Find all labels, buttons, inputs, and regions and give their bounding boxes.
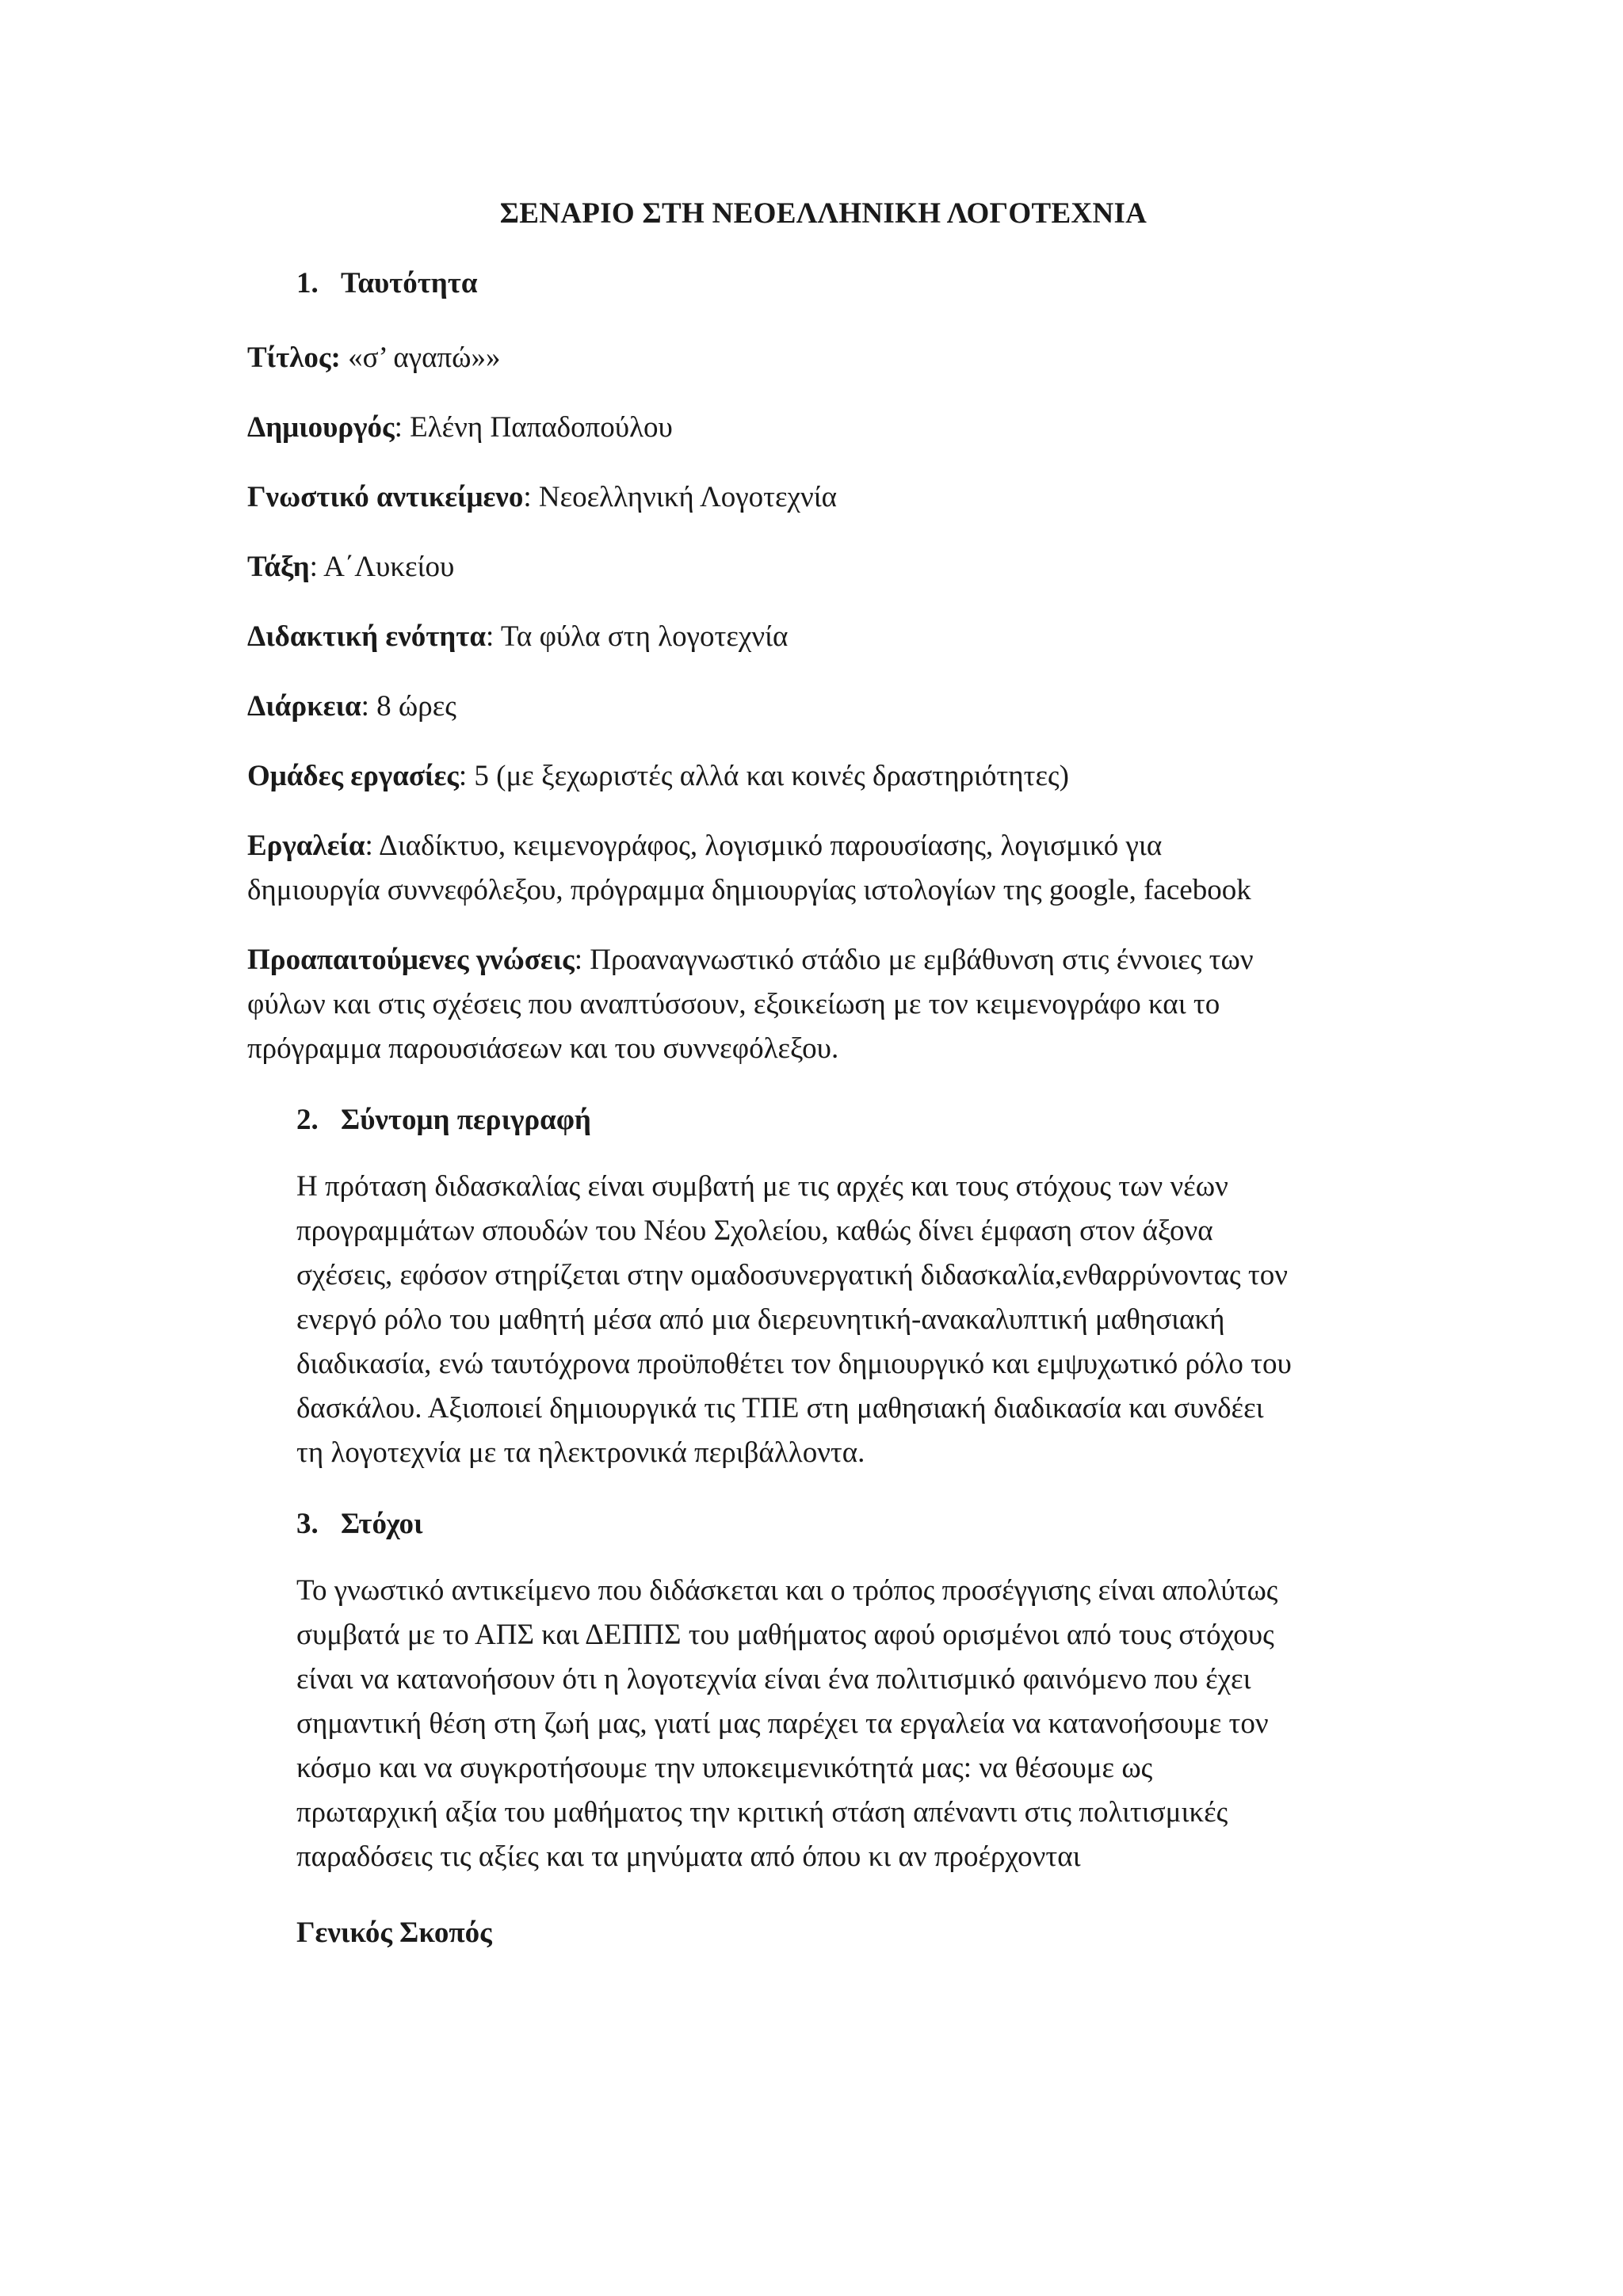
paragraph-line: πρωταρχική αξία του μαθήματος την κριτική στάση απέναντι στις πολιτισμικές: [296, 1796, 1228, 1829]
field-label: Διδακτική ενότητα: [247, 620, 487, 653]
paragraph-line: Το γνωστικό αντικείμενο που διδάσκεται και ο τρόπος προσέγγισης είναι απολύτως: [296, 1574, 1278, 1607]
field-label: Δημιουργός: [247, 411, 395, 444]
field-tools: [247, 824, 1404, 913]
section-heading-summary: [296, 1103, 591, 1137]
field-label: Διάρκεια: [247, 690, 361, 723]
section-number: 2.: [296, 1104, 319, 1136]
field-label: Ομάδες εργασίες: [247, 760, 459, 792]
field-label: Τάξη: [247, 551, 310, 583]
paragraph-line: σχέσεις, εφόσον στηρίζεται στην ομαδοσυνεργατική διδασκαλία,ενθαρρύνοντας τον: [296, 1259, 1289, 1291]
field-value: «σ’ αγαπώ»»: [340, 341, 501, 374]
paragraph-line: προγραμμάτων σπουδών του Νέου Σχολείου, καθώς δίνει έμφαση στον άξονα: [296, 1215, 1213, 1247]
section-heading-identity: [296, 266, 478, 300]
field-value: : 5 (με ξεχωριστές αλλά και κοινές δραστηριότητες): [458, 760, 1069, 792]
field-value: : Τα φύλα στη λογοτεχνία: [486, 620, 789, 653]
field-label: Εργαλεία: [247, 830, 365, 862]
paragraph-line: δασκάλου. Αξιοποιεί δημιουργικά τις ΤΠΕ στη μαθησιακή διαδικασία και συνδέει: [296, 1392, 1264, 1425]
field-grade: [247, 545, 1404, 589]
field-value: : 8 ώρες: [361, 690, 456, 723]
field-value: : Ελένη Παπαδοπούλου: [394, 411, 673, 444]
paragraph-line: σημαντική θέση στη ζωή μας, γιατί μας παρέχει τα εργαλεία να κατανοήσουμε τον: [296, 1707, 1269, 1740]
paragraph-line: κόσμο και να συγκροτήσουμε την υποκειμενικότητά μας: να θέσουμε ως: [296, 1752, 1153, 1784]
goals-paragraph: [296, 1569, 1422, 1879]
paragraph-line: διαδικασία, ενώ ταυτόχρονα προϋποθέτει τον δημιουργικό και εμψυχωτικό ρόλο του: [296, 1348, 1292, 1380]
paragraph-line: είναι να κατανοήσουν ότι η λογοτεχνία είναι ένα πολιτισμικό φαινόμενο που έχει: [296, 1663, 1251, 1695]
paragraph-line: Η πρόταση διδασκαλίας είναι συμβατή με τις αρχές και τους στόχους των νέων: [296, 1170, 1228, 1203]
field-label: Προαπαιτούμενες γνώσεις: [247, 944, 575, 976]
summary-paragraph: [296, 1165, 1422, 1475]
paragraph-line: παραδόσεις τις αξίες και τα μηνύματα από όπου κι αν προέρχονται: [296, 1840, 1081, 1873]
paragraph-line: ενεργό ρόλο του μαθητή μέσα από μια διερευνητική-ανακαλυπτική μαθησιακή: [296, 1303, 1225, 1336]
section-title: Ταυτότητα: [341, 267, 478, 299]
field-line: φύλων και στις σχέσεις που αναπτύσσουν, εξοικείωση με τον κειμενογράφο και το: [247, 988, 1220, 1020]
field-line: [247, 938, 1404, 982]
paragraph-line: συμβατά με το ΑΠΣ και ΔΕΠΠΣ του μαθήματος αφού ορισμένοι από τους στόχους: [296, 1619, 1274, 1651]
paragraph-line: τη λογοτεχνία με τα ηλεκτρονικά περιβάλλοντα.: [296, 1436, 865, 1469]
field-groups: [247, 754, 1404, 799]
field-title: [247, 336, 1404, 380]
section-title: Στόχοι: [341, 1508, 423, 1540]
field-prerequisites: [247, 938, 1404, 1071]
general-goal-heading: Γενικός Σκοπός: [296, 1917, 492, 1949]
field-line: πρόγραμμα παρουσιάσεων και του συννεφόλεξου.: [247, 1032, 839, 1065]
field-subject: [247, 475, 1404, 520]
field-value: : Διαδίκτυο, κειμενογράφος, λογισμικό παρουσίασης, λογισμικό για: [365, 830, 1163, 862]
section-number: 1.: [296, 267, 319, 299]
field-value: : Α΄Λυκείου: [309, 551, 455, 583]
field-value: : Νεοελληνική Λογοτεχνία: [523, 481, 838, 513]
field-line: δημιουργία συννεφόλεξου, πρόγραμμα δημιουργίας ιστολογίων της google, facebook: [247, 874, 1251, 906]
field-label: Τίτλος:: [247, 341, 341, 374]
section-number: 3.: [296, 1508, 319, 1540]
document-title: ΣΕΝΑΡΙΟ ΣΤΗ ΝΕΟΕΛΛΗΝΙΚΗ ΛΟΓΟΤΕΧΝΙΑ: [499, 197, 1148, 230]
field-value: : Προαναγνωστικό στάδιο με εμβάθυνση στις έννοιες των: [574, 944, 1254, 976]
section-title: Σύντομη περιγραφή: [341, 1104, 591, 1136]
field-unit: [247, 615, 1404, 659]
field-line: [247, 824, 1404, 868]
field-creator: [247, 406, 1404, 450]
section-heading-goals: [296, 1507, 423, 1541]
field-duration: [247, 685, 1404, 729]
field-label: Γνωστικό αντικείμενο: [247, 481, 524, 513]
